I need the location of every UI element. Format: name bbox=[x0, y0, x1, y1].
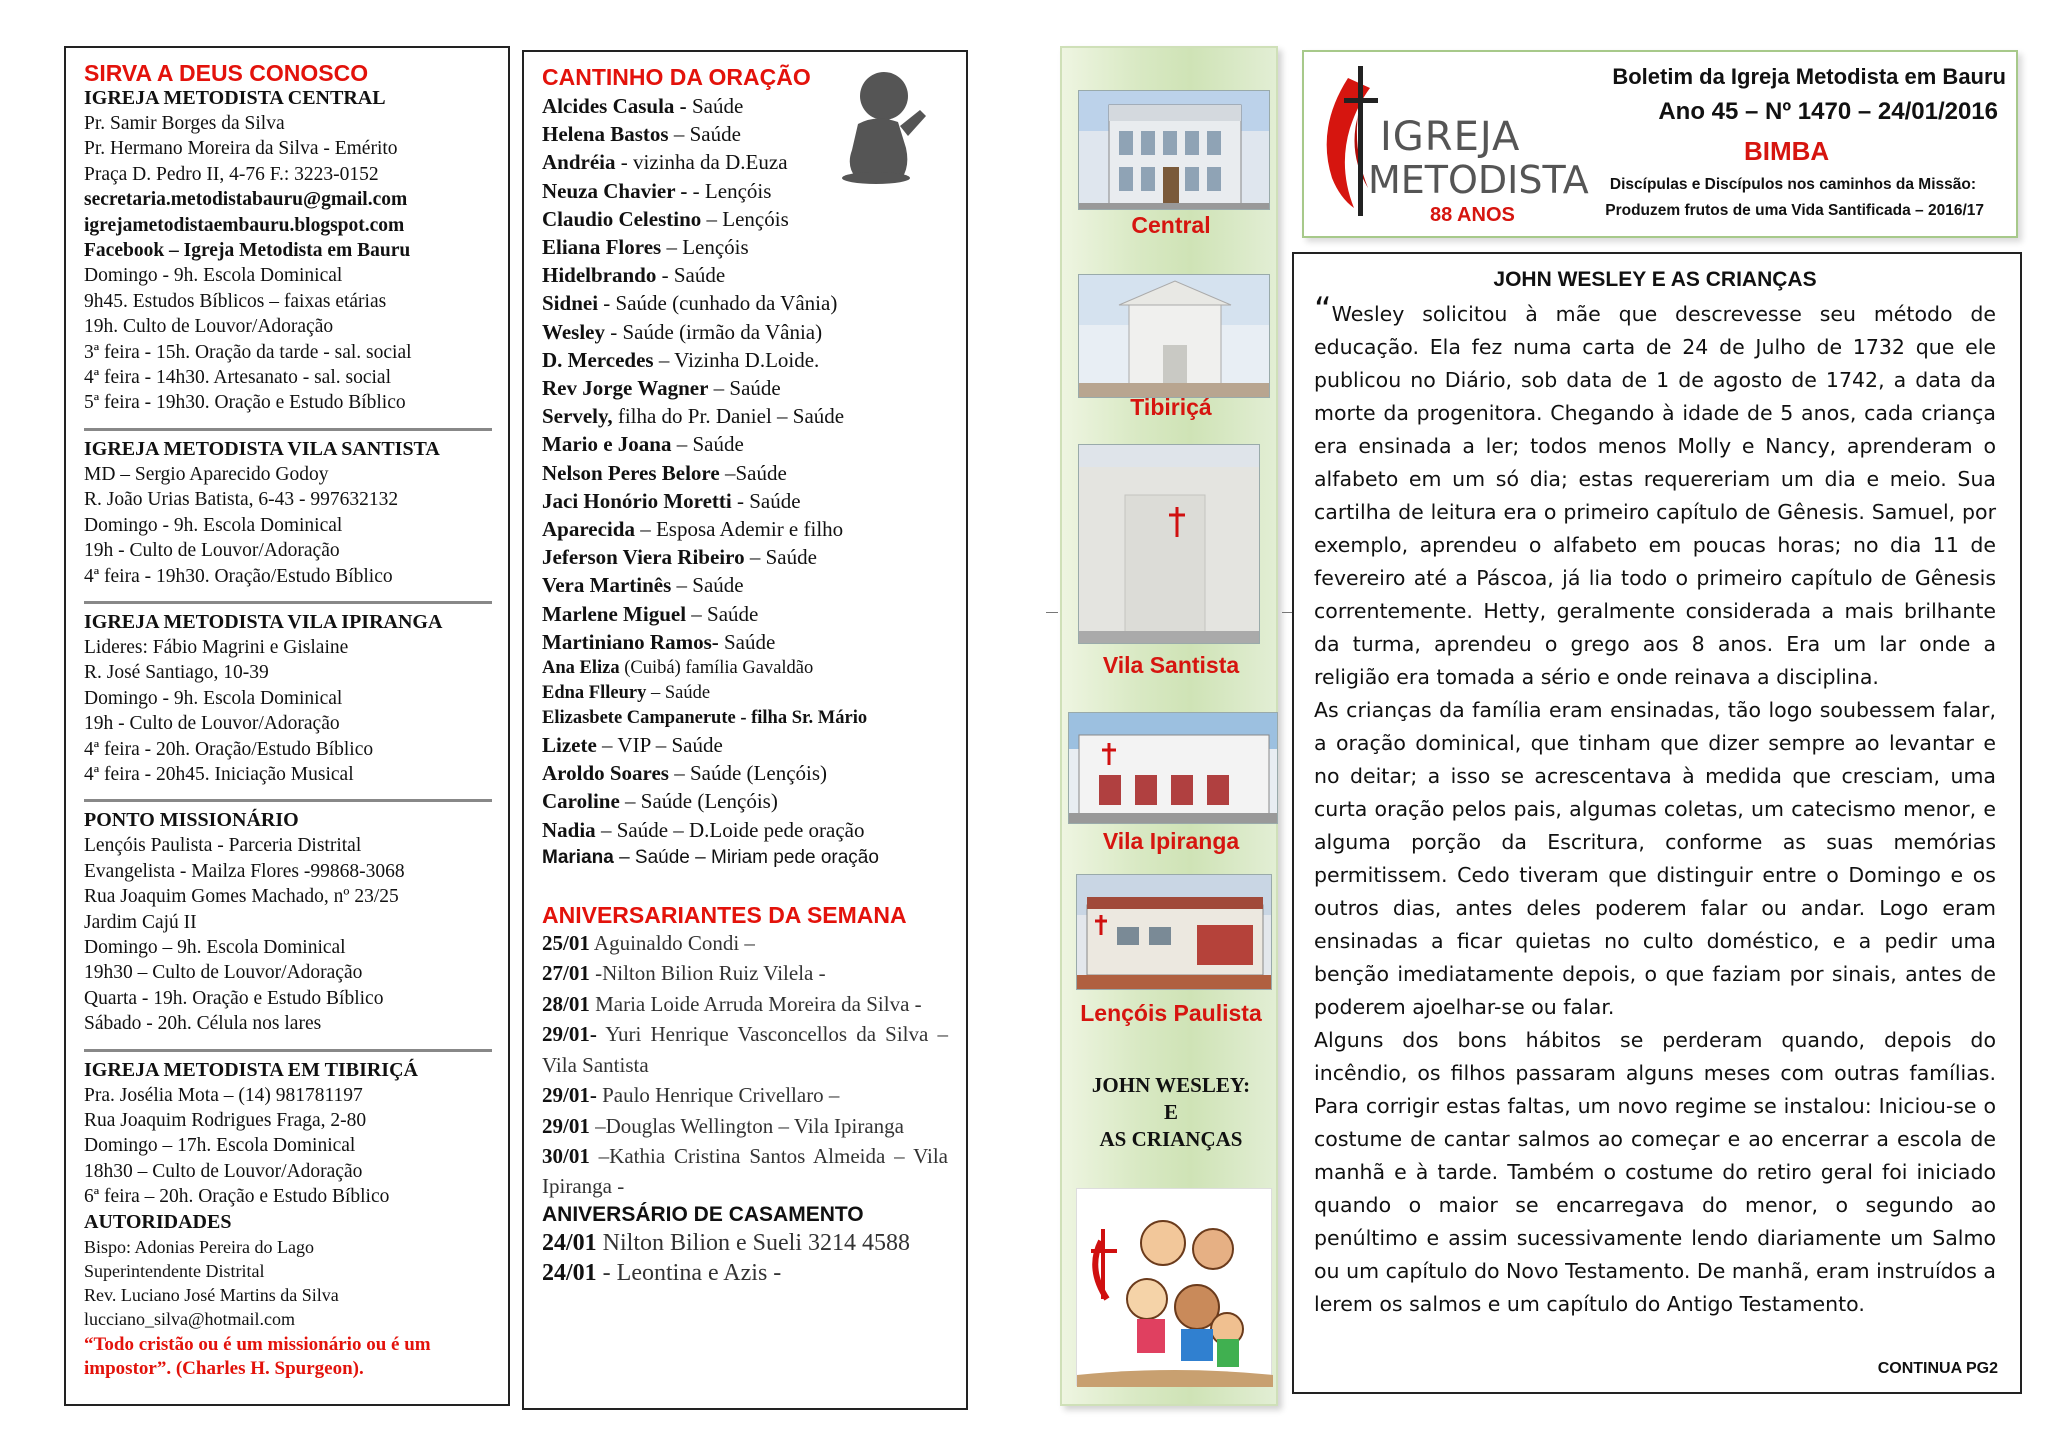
info-line: Bispo: Adonias Pereira do Lago bbox=[84, 1236, 314, 1257]
date: 24/01 bbox=[542, 1229, 597, 1256]
prayer-note: –Saúde bbox=[719, 460, 787, 485]
prayer-note: - Saúde (cunhado da Vânia) bbox=[598, 291, 838, 316]
list-item bbox=[542, 787, 948, 815]
list-item bbox=[542, 459, 948, 487]
church-heading: IGREJA METODISTA VILA IPIRANGA bbox=[84, 610, 443, 633]
prayer-list-more bbox=[542, 731, 948, 844]
list-item bbox=[542, 656, 948, 681]
date: 25/01 bbox=[542, 931, 590, 956]
prayer-name: Mario e Joana bbox=[542, 432, 672, 457]
side-title-line: AS CRIANÇAS bbox=[1099, 1127, 1243, 1151]
prayer-note: – Saúde (Lençóis) bbox=[668, 761, 828, 786]
divider-tick bbox=[1046, 612, 1058, 613]
prayer-name: Helena Bastos bbox=[542, 122, 669, 147]
lencois-paulista-church-photo bbox=[1076, 874, 1272, 990]
prayer-name: Hidelbrando bbox=[542, 263, 657, 288]
schedule-line: Domingo - 9h. Escola Dominical bbox=[84, 265, 343, 287]
prayer-name: Elizasbete Campanerute - filha Sr. Mário bbox=[542, 708, 868, 729]
info-line: R. João Urias Batista, 6-43 - 997632132 bbox=[84, 489, 399, 511]
entry-text: Maria Loide Arruda Moreira da Silva - bbox=[589, 991, 922, 1016]
date: 29/01- bbox=[542, 1083, 597, 1108]
bulletin-theme-line1: Discípulas e Discípulos nos caminhos da Missão: bbox=[1609, 176, 1976, 193]
church-heading: IGREJA METODISTA EM TIBIRIÇÁ bbox=[84, 1058, 418, 1081]
list-item bbox=[542, 374, 948, 402]
prayer-birthday-column bbox=[522, 50, 968, 1410]
side-title-line: JOHN WESLEY: bbox=[1091, 1073, 1251, 1097]
list-item bbox=[542, 1080, 948, 1110]
schedule-line: 19h. Culto de Louvor/Adoração bbox=[84, 316, 334, 338]
list-item bbox=[542, 844, 948, 872]
church-vila-ipiranga bbox=[84, 610, 492, 787]
list-item bbox=[542, 628, 948, 656]
prayer-name: Martiniano Ramos- bbox=[542, 629, 719, 654]
prayer-name: Servely, bbox=[542, 404, 613, 429]
prayer-name: Andréia bbox=[542, 150, 616, 175]
entry-text: - Leontina e Azis - bbox=[596, 1259, 782, 1286]
list-item bbox=[542, 958, 948, 988]
date: 30/01 bbox=[542, 1143, 590, 1168]
logo-word-igreja: IGREJA bbox=[1380, 114, 1521, 160]
info-line: Sábado - 20h. Célula nos lares bbox=[84, 1013, 322, 1035]
prayer-note: – Saúde – D.Loide pede oração bbox=[595, 817, 865, 842]
photo-caption: Central bbox=[1131, 212, 1211, 238]
list-item bbox=[542, 989, 948, 1019]
prayer-name: Neuza Chavier - bbox=[542, 178, 688, 203]
prayer-name: Aroldo Soares bbox=[542, 761, 669, 786]
article-paragraph: As crianças da família eram ensinadas, tão logo soubessem falar, a oração dominical, que tinham que dizer sempre ao levantar e no deitar; a isso se acrescentava à medida que cresciam, uma curta oração pelos pais, algumas coletas, um catecismo menor, e alguma porção da Escritura, conforme as suas memórias permitissem. Cedo tiveram que distinguir entre o Domingo e os outros dias, antes deles poderem falar ou andar. Logo eram ensinadas a ficar quietas no culto doméstico, e a pedir uma benção imediatamente depois, o que faziam por sinais, antes de poderem ajoelhar-se ou falar. bbox=[1314, 698, 1996, 1019]
prayer-name: Ana Eliza bbox=[542, 658, 620, 679]
info-line: Pra. Josélia Mota – (14) 981781197 bbox=[84, 1084, 363, 1106]
article-column bbox=[1292, 252, 2022, 1394]
date: 24/01 bbox=[542, 1259, 597, 1286]
info-line: Pr. Hermano Moreira da Silva - Emérito bbox=[84, 138, 398, 160]
date: 27/01 bbox=[542, 961, 590, 986]
entry-text: Aguinaldo Condi – bbox=[589, 931, 755, 956]
entry-text: -Nilton Bilion Ruiz Vilela - bbox=[589, 961, 826, 986]
entry-text: –Kathia Cristina Santos Almeida – Vila Ipiranga - bbox=[542, 1143, 948, 1199]
info-line: Quarta - 19h. Oração e Estudo Bíblico bbox=[84, 987, 384, 1009]
continue-note: CONTINUA PG2 bbox=[1877, 1360, 1998, 1377]
info-line: Rua Joaquim Rodrigues Fraga, 2-80 bbox=[84, 1110, 367, 1131]
prayer-note: - Saúde bbox=[656, 263, 726, 288]
divider bbox=[84, 799, 492, 802]
info-line: 4ª feira - 20h45. Iniciação Musical bbox=[84, 763, 354, 785]
church-heading: AUTORIDADES bbox=[84, 1210, 232, 1233]
photo-caption: Vila Santista bbox=[1102, 652, 1240, 678]
info-line: 19h30 – Culto de Louvor/Adoração bbox=[84, 962, 363, 984]
prayer-name: Eliana Flores bbox=[542, 235, 662, 260]
prayer-name: Rev Jorge Wagner bbox=[542, 376, 709, 401]
prayer-title: CANTINHO DA ORAÇÃO bbox=[542, 64, 811, 90]
list-item bbox=[542, 487, 948, 515]
prayer-note: filha do Pr. Daniel – Saúde bbox=[612, 404, 845, 429]
prayer-note: – Lençóis bbox=[661, 235, 749, 260]
list-item bbox=[542, 928, 948, 958]
birthday-list bbox=[542, 928, 948, 1202]
list-item bbox=[542, 571, 948, 599]
list-item bbox=[542, 759, 948, 787]
list-item bbox=[542, 816, 948, 844]
bulletin-label: BIMBA bbox=[1744, 136, 1830, 166]
list-item bbox=[542, 402, 948, 430]
info-line: Domingo – 17h. Escola Dominical bbox=[84, 1135, 356, 1157]
info-line: 6ª feira – 20h. Oração e Estudo Bíblico bbox=[84, 1186, 390, 1208]
facebook-link[interactable]: Facebook – Igreja Metodista em Bauru bbox=[84, 240, 411, 262]
entry-text: Yuri Henrique Vasconcellos da Silva – Vila Santista bbox=[542, 1022, 948, 1077]
list-item bbox=[542, 1258, 948, 1288]
list-item bbox=[542, 233, 948, 261]
prayer-name: Nelson Peres Belore bbox=[542, 460, 720, 485]
email-link[interactable]: secretaria.metodistabauru@gmail.com bbox=[84, 189, 408, 211]
list-item bbox=[542, 706, 948, 731]
info-line: Rev. Luciano José Martins da Silva bbox=[84, 1284, 339, 1305]
info-line: Lençóis Paulista - Parceria Distrital bbox=[84, 835, 362, 857]
prayer-name: Marlene Miguel bbox=[542, 601, 687, 626]
article-body bbox=[1314, 290, 1996, 1321]
prayer-note: – Saúde (Lençóis) bbox=[619, 789, 778, 814]
list-item bbox=[542, 261, 948, 289]
prayer-name: D. Mercedes bbox=[542, 347, 654, 372]
info-line: Praça D. Pedro II, 4-76 F.: 3223-0152 bbox=[84, 163, 379, 185]
info-line: Domingo - 9h. Escola Dominical bbox=[84, 514, 343, 536]
list-item bbox=[542, 681, 948, 706]
church-tibirica bbox=[84, 1058, 492, 1210]
date: 28/01 bbox=[542, 991, 590, 1016]
children-illustration bbox=[1076, 1188, 1272, 1386]
church-heading: PONTO MISSIONÁRIO bbox=[84, 809, 299, 832]
church-heading: IGREJA METODISTA CENTRAL bbox=[84, 87, 386, 109]
info-line: Domingo – 9h. Escola Dominical bbox=[84, 936, 346, 958]
article-title: JOHN WESLEY E AS CRIANÇAS bbox=[1493, 268, 1817, 291]
prayer-note: (Cuibá) família Gavaldão bbox=[619, 658, 814, 679]
prayer-note: – Saúde bbox=[744, 545, 817, 570]
prayer-note: - Saúde (irmão da Vânia) bbox=[605, 319, 823, 344]
prayer-name: Aparecida bbox=[542, 517, 635, 542]
info-line: Superintendente Distrital bbox=[84, 1260, 265, 1281]
info-line: Pr. Samir Borges da Silva bbox=[84, 113, 285, 134]
article-paragraph bbox=[1314, 290, 1996, 694]
prayer-name: Vera Martinês bbox=[542, 573, 672, 598]
logo-word-metodista: METODISTA bbox=[1368, 158, 1589, 202]
bulletin-theme-line2: Produzem frutos de uma Vida Santificada – 2016/17 bbox=[1605, 202, 1984, 219]
prayer-name: Lizete bbox=[542, 733, 597, 758]
schedule-line: 3ª feira - 15h. Oração da tarde - sal. social bbox=[84, 341, 412, 363]
open-quote: “ bbox=[1314, 290, 1332, 330]
info-line: MD – Sergio Aparecido Godoy bbox=[84, 463, 329, 485]
list-item bbox=[542, 1111, 948, 1141]
list-item bbox=[542, 600, 948, 628]
prayer-note: – Lençóis bbox=[701, 206, 789, 231]
ponto-missionario bbox=[84, 808, 492, 1036]
blog-link[interactable]: igrejametodistaembauru.blogspot.com bbox=[84, 214, 405, 236]
prayer-name: Edna Flleury bbox=[542, 683, 647, 704]
schedule-line: 5ª feira - 19h30. Oração e Estudo Bíblico bbox=[84, 392, 406, 414]
date: 29/01 bbox=[542, 1113, 590, 1138]
church-photos-column bbox=[1060, 46, 1278, 1406]
list-item bbox=[542, 289, 948, 317]
photo-caption: Vila Ipiranga bbox=[1102, 828, 1240, 854]
prayer-note: - vizinha da D.Euza bbox=[615, 150, 788, 175]
prayer-list-small bbox=[542, 656, 948, 731]
prayer-name: Jeferson Viera Ribeiro bbox=[542, 545, 745, 570]
prayer-note: – Saúde bbox=[671, 432, 744, 457]
bulletin-name: Boletim da Igreja Metodista em Bauru bbox=[1612, 64, 2006, 89]
prayer-name: Caroline bbox=[542, 789, 620, 814]
prayer-note: – VIP – Saúde bbox=[596, 733, 723, 758]
prayer-note: – Saúde bbox=[686, 601, 759, 626]
photo-caption: Tibiriçá bbox=[1130, 394, 1212, 420]
info-line: 4ª feira - 20h. Oração/Estudo Bíblico bbox=[84, 738, 374, 760]
prayer-name: Wesley bbox=[542, 319, 605, 344]
list-item bbox=[542, 430, 948, 458]
list-item bbox=[542, 1019, 948, 1080]
section-title: SIRVA A DEUS CONOSCO bbox=[84, 60, 369, 86]
list-item bbox=[542, 346, 948, 374]
article-paragraph: Alguns dos bons hábitos se perderam quando, depois do incêndio, os filhos passaram alguns meses com outras famílias. Para corrigir estas faltas, um novo regime se instalou: Iniciou-se o costume de cantar salmos ao começar e ao encerrar a escola de manhã e à tarde. Também o costume do retiro geral foi iniciado quando o maior se encarregava do menor, o segundo ao penúltimo e assim sucessivamente lendo diariamente um Salmo ou um capítulo do Novo Testamento. De manhã, eram instruídos a lerem os salmos e um capítulo do Antigo Testamento. bbox=[1314, 1028, 1996, 1316]
prayer-name: Sidnei bbox=[542, 291, 599, 316]
church-heading: IGREJA METODISTA VILA SANTISTA bbox=[84, 437, 440, 460]
church-central bbox=[84, 86, 492, 416]
list-item bbox=[542, 731, 948, 759]
church-logo bbox=[1310, 58, 1589, 230]
vila-santista-church-photo bbox=[1078, 444, 1260, 644]
info-line: 19h - Culto de Louvor/Adoração bbox=[84, 540, 340, 562]
date: 29/01- bbox=[542, 1022, 597, 1047]
central-church-photo bbox=[1078, 90, 1270, 210]
birthday-title: ANIVERSARIANTES DA SEMANA bbox=[542, 902, 907, 929]
prayer-note: – Saúde – Miriam pede oração bbox=[613, 846, 879, 868]
prayer-note: - Saúde bbox=[731, 488, 801, 513]
spurgeon-quote: “Todo cristão ou é um missionário ou é um impostor”. (Charles H. Spurgeon). bbox=[84, 1333, 431, 1379]
list-item bbox=[542, 205, 948, 233]
info-line: Domingo - 9h. Escola Dominical bbox=[84, 687, 343, 709]
church-directory-column bbox=[64, 46, 510, 1406]
side-title bbox=[1062, 1072, 1280, 1153]
prayer-note: – Esposa Ademir e filho bbox=[634, 517, 844, 542]
info-line: 19h - Culto de Louvor/Adoração bbox=[84, 713, 340, 735]
church-vila-santista bbox=[84, 437, 492, 589]
schedule-line: 9h45. Estudos Bíblicos – faixas etárias bbox=[84, 290, 387, 312]
entry-text: Nilton Bilion e Sueli 3214 4588 bbox=[596, 1229, 911, 1256]
list-item bbox=[542, 1141, 948, 1202]
photo-caption: Lençóis Paulista bbox=[1080, 1000, 1262, 1026]
divider bbox=[84, 428, 492, 431]
prayer-note: - Lençóis bbox=[687, 178, 772, 203]
info-line: Jardim Cajú II bbox=[84, 911, 197, 933]
bulletin-issue: Ano 45 – Nº 1470 – 24/01/2016 bbox=[1658, 98, 1998, 125]
divider-tick bbox=[1282, 612, 1292, 613]
praying-child-icon bbox=[836, 66, 936, 184]
logo-years: 88 ANOS bbox=[1430, 204, 1515, 226]
prayer-name: Nadia bbox=[542, 817, 596, 842]
divider bbox=[84, 1049, 492, 1052]
autoridades bbox=[84, 1210, 492, 1331]
prayer-note: – Vizinha D.Loide. bbox=[653, 347, 820, 372]
article-text: Wesley solicitou à mãe que descrevesse seu método de educação. Ela fez numa carta de 24 de Julho de 1732 que ele publicou no Diário, sob data de 1 de agosto de 1742, a data da morte da progenitora. Chegando à idade de 5 anos, cada criança era ensinada a ler; todos menos Molly e Nancy, aprenderam o alfabeto em um só dia; estas requereriam um dia e meio. Sua cartilha de leitura era o primeiro capítulo de Gênesis. Samuel, por exemplo, aprendeu o alfabeto em poucas horas; no dia 11 de fevereiro até a Páscoa, já lia todo o primeiro capítulo de Gênesis correntemente. Hetty, geralmente considerada a mais brilhante da turma, aprendeu o grego aos 8 anos. Era um lar onde a religião era tomada a sério e onde reinava a disciplina. bbox=[1314, 302, 1996, 689]
prayer-name: Jaci Honório Moretti bbox=[542, 488, 732, 513]
prayer-note: – Saúde bbox=[708, 376, 781, 401]
info-line: Rua Joaquim Gomes Machado, nº 23/25 bbox=[84, 886, 399, 908]
prayer-name: Alcides Casula - bbox=[542, 94, 687, 118]
prayer-name: Mariana bbox=[542, 846, 614, 868]
bulletin-header bbox=[1302, 50, 2018, 238]
entry-text: –Douglas Wellington – Vila Ipiranga bbox=[589, 1113, 904, 1138]
info-line: Evangelista - Mailza Flores -99868-3068 bbox=[84, 860, 405, 882]
prayer-note: – Saúde bbox=[646, 683, 711, 704]
list-item bbox=[542, 543, 948, 571]
prayer-note: – Saúde bbox=[668, 122, 741, 147]
wedding-list bbox=[542, 1228, 948, 1288]
list-item bbox=[542, 318, 948, 346]
info-line: 4ª feira - 19h30. Oração/Estudo Bíblico bbox=[84, 565, 393, 587]
wedding-title: ANIVERSÁRIO DE CASAMENTO bbox=[542, 1202, 864, 1226]
info-line: R. José Santiago, 10-39 bbox=[84, 662, 269, 684]
tibirica-church-photo bbox=[1078, 274, 1270, 398]
email-link[interactable]: lucciano_silva@hotmail.com bbox=[84, 1308, 296, 1329]
prayer-note: – Saúde bbox=[671, 573, 744, 598]
prayer-name: Claudio Celestino bbox=[542, 206, 702, 231]
divider bbox=[84, 601, 492, 604]
entry-text: Paulo Henrique Crivellaro – bbox=[596, 1083, 840, 1108]
schedule-line: 4ª feira - 14h30. Artesanato - sal. social bbox=[84, 367, 391, 389]
info-line: Lideres: Fábio Magrini e Gislaine bbox=[84, 636, 349, 658]
list-item bbox=[542, 1228, 948, 1258]
list-item bbox=[542, 515, 948, 543]
side-title-line: E bbox=[1163, 1100, 1178, 1124]
info-line: 18h30 – Culto de Louvor/Adoração bbox=[84, 1160, 363, 1182]
prayer-note: Saúde bbox=[718, 629, 776, 654]
vila-ipiranga-church-photo bbox=[1068, 712, 1278, 824]
prayer-note: Saúde bbox=[686, 94, 744, 118]
